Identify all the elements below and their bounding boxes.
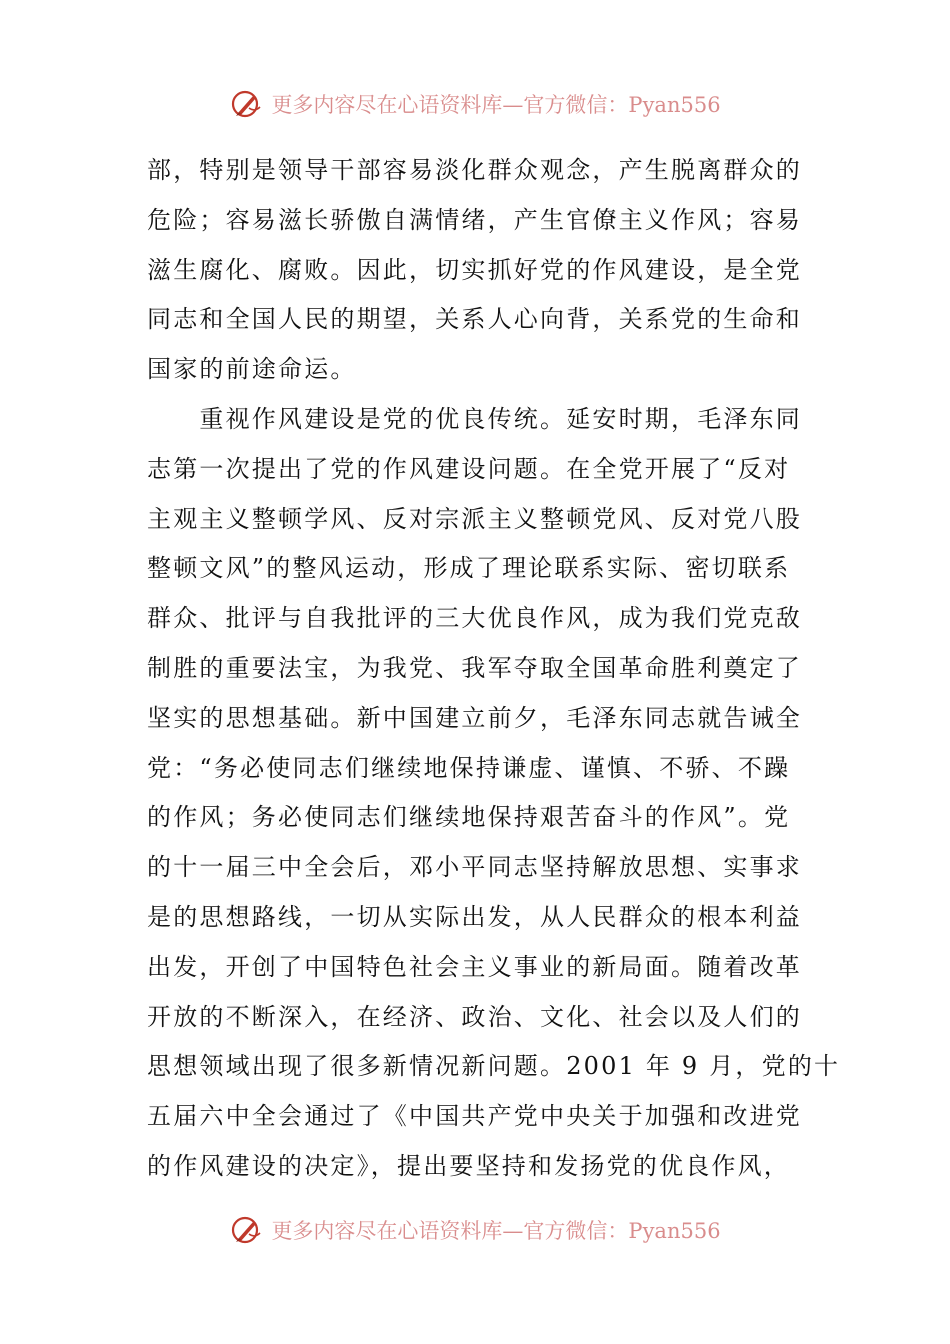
text-line: 的十一届三中全会后，邓小平同志坚持解放思想、实事求: [147, 853, 802, 882]
text-line: 主观主义整顿学风、反对宗派主义整顿党风、反对党八股: [147, 504, 802, 533]
footer-banner-text: 更多内容尽在心语资料库—官方微信：Pyan556: [271, 1219, 721, 1243]
header-banner: [0, 84, 950, 124]
document-body: [147, 146, 841, 1192]
footer-banner: [0, 1210, 950, 1250]
text-line: 重视作风建设是党的优良传统。延安时期，毛泽东同: [147, 404, 802, 433]
text-line: 制胜的重要法宝，为我党、我军夺取全国革命胜利奠定了: [147, 653, 802, 682]
text-line: 的作风；务必使同志们继续地保持艰苦奋斗的作风”。党: [147, 803, 791, 832]
text-line: 同志和全国人民的期望，关系人心向背，关系党的生命和: [147, 305, 802, 334]
text-line: 五届六中全会通过了《中国共产党中央关于加强和改进党: [147, 1102, 802, 1131]
text-line: 志第一次提出了党的作风建设问题。在全党开展了“反对: [147, 454, 791, 483]
text-line: 整顿文风”的整风运动，形成了理论联系实际、密切联系: [147, 554, 791, 583]
text-line: 开放的不断深入，在经济、政治、文化、社会以及人们的: [147, 1002, 802, 1031]
pen-logo-icon: [229, 87, 263, 121]
text-line: 党：“务必使同志们继续地保持谦虚、谨慎、不骄、不躁: [147, 753, 791, 782]
text-line: 思想领域出现了很多新情况新问题。2001 年 9 月，党的十: [147, 1052, 841, 1081]
text-line: 部，特别是领导干部容易淡化群众观念，产生脱离群众的: [147, 156, 802, 184]
text-line: 滋生腐化、腐败。因此，切实抓好党的作风建设，是全党: [147, 255, 802, 284]
header-banner-text: 更多内容尽在心语资料库—官方微信：Pyan556: [271, 93, 721, 117]
pen-logo-icon: [229, 1213, 263, 1247]
text-line: 群众、批评与自我批评的三大优良作风，成为我们党克敌: [147, 604, 802, 633]
text-line: 坚实的思想基础。新中国建立前夕，毛泽东同志就告诫全: [147, 703, 802, 732]
text-line: 危险；容易滋长骄傲自满情绪，产生官僚主义作风；容易: [147, 205, 802, 234]
text-line: 国家的前途命运。: [147, 355, 357, 384]
text-line: 是的思想路线，一切从实际出发，从人民群众的根本利益: [147, 902, 802, 931]
text-line: 出发，开创了中国特色社会主义事业的新局面。随着改革: [147, 952, 802, 981]
text-line: 的作风建设的决定》，提出要坚持和发扬党的优良作风，: [147, 1151, 790, 1180]
